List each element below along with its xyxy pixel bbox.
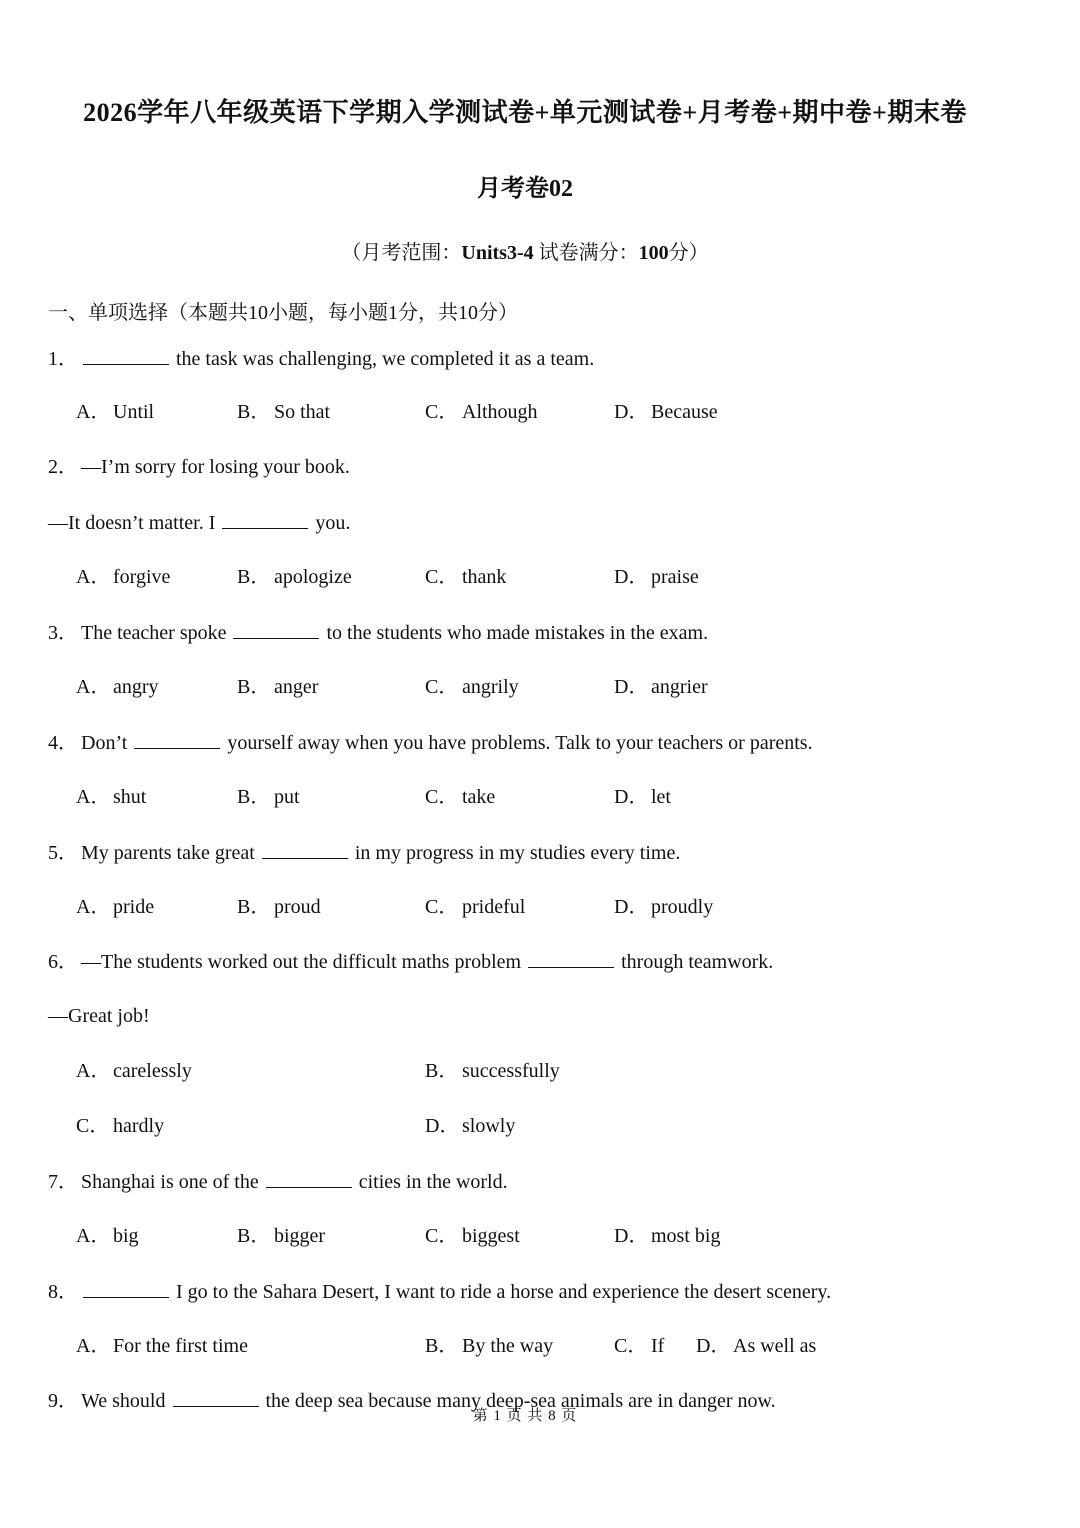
page-footer: 第 1 页 共 8 页 bbox=[472, 1408, 578, 1424]
q1-option-c[interactable]: C． Although bbox=[425, 401, 538, 423]
question-2: 2． —I’m sorry for losing your book. bbox=[48, 456, 350, 478]
q6-option-c[interactable]: C． hardly bbox=[76, 1115, 165, 1137]
q7-option-b[interactable]: B． bigger bbox=[237, 1225, 326, 1247]
q8-option-c[interactable]: C． If bbox=[614, 1335, 665, 1357]
q6-option-d[interactable]: D． slowly bbox=[425, 1115, 516, 1137]
answer-blank bbox=[222, 510, 308, 529]
q4-option-a[interactable]: A． shut bbox=[76, 786, 147, 808]
question-8: 8． I go to the Sahara Desert, I want to ride a horse and experience the desert scenery. bbox=[48, 1281, 832, 1303]
answer-blank bbox=[528, 949, 614, 968]
q4-option-d[interactable]: D． let bbox=[614, 786, 671, 808]
answer-blank bbox=[266, 1169, 352, 1188]
section-heading: 一、单项选择（本题共10小题，每小题1分，共10分） bbox=[48, 302, 518, 324]
q5-option-c[interactable]: C． prideful bbox=[425, 896, 526, 918]
q3-option-c[interactable]: C． angrily bbox=[425, 676, 519, 698]
question-6-reply: —Great job! bbox=[48, 1005, 150, 1027]
page-title: 2026学年八年级英语下学期入学测试卷+单元测试卷+月考卷+期中卷+期末卷 bbox=[83, 98, 967, 127]
q8-option-b[interactable]: B． By the way bbox=[425, 1335, 554, 1357]
q4-option-c[interactable]: C． take bbox=[425, 786, 496, 808]
exam-scope: （月考范围：Units3-4 试卷满分：100分） bbox=[341, 242, 709, 264]
answer-blank bbox=[134, 730, 220, 749]
q7-option-a[interactable]: A． big bbox=[76, 1225, 139, 1247]
q8-option-d[interactable]: D． As well as bbox=[696, 1335, 817, 1357]
question-2-reply: —It doesn’t matter. I you. bbox=[48, 512, 351, 534]
q2-option-b[interactable]: B． apologize bbox=[237, 566, 352, 588]
page-subtitle: 月考卷02 bbox=[477, 176, 573, 202]
answer-blank bbox=[262, 840, 348, 859]
question-9: 9． We should the deep sea because many deep-sea animals are in danger now. bbox=[48, 1390, 776, 1412]
q2-option-a[interactable]: A． forgive bbox=[76, 566, 171, 588]
q6-option-a[interactable]: A． carelessly bbox=[76, 1060, 192, 1082]
q3-option-a[interactable]: A． angry bbox=[76, 676, 159, 698]
question-1: 1． the task was challenging, we completed it as a team. bbox=[48, 348, 595, 370]
q6-option-b[interactable]: B． successfully bbox=[425, 1060, 560, 1082]
answer-blank bbox=[233, 620, 319, 639]
q2-option-d[interactable]: D． praise bbox=[614, 566, 699, 588]
q4-option-b[interactable]: B． put bbox=[237, 786, 300, 808]
q5-option-d[interactable]: D． proudly bbox=[614, 896, 714, 918]
q1-option-a[interactable]: A． Until bbox=[76, 401, 155, 423]
answer-blank bbox=[83, 346, 169, 365]
answer-blank bbox=[83, 1279, 169, 1298]
q8-option-a[interactable]: A． For the first time bbox=[76, 1335, 248, 1357]
question-6: 6． —The students worked out the difficult maths problem through teamwork. bbox=[48, 951, 774, 973]
q5-option-a[interactable]: A． pride bbox=[76, 896, 155, 918]
question-5: 5． My parents take great in my progress in my studies every time. bbox=[48, 842, 681, 864]
question-3: 3． The teacher spoke to the students who made mistakes in the exam. bbox=[48, 622, 709, 644]
question-7: 7． Shanghai is one of the cities in the world. bbox=[48, 1171, 508, 1193]
q7-option-c[interactable]: C． biggest bbox=[425, 1225, 520, 1247]
question-4: 4． Don’t yourself away when you have problems. Talk to your teachers or parents. bbox=[48, 732, 813, 754]
q1-option-b[interactable]: B． So that bbox=[237, 401, 331, 423]
q1-option-d[interactable]: D． Because bbox=[614, 401, 718, 423]
q5-option-b[interactable]: B． proud bbox=[237, 896, 321, 918]
q3-option-d[interactable]: D． angrier bbox=[614, 676, 708, 698]
q3-option-b[interactable]: B． anger bbox=[237, 676, 319, 698]
q7-option-d[interactable]: D． most big bbox=[614, 1225, 721, 1247]
q2-option-c[interactable]: C． thank bbox=[425, 566, 507, 588]
